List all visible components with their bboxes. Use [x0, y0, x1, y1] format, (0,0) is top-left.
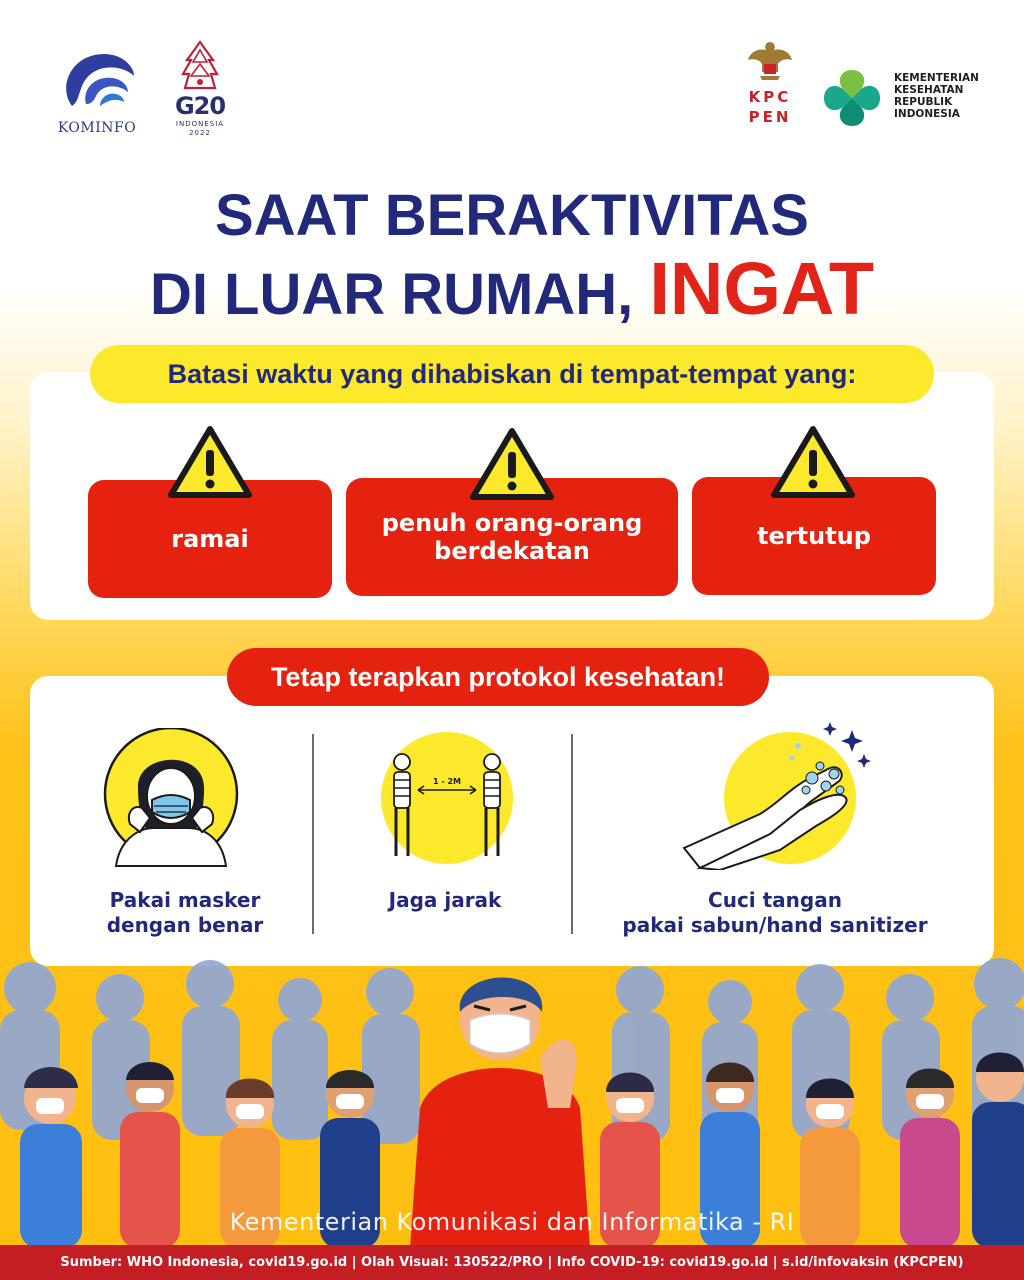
warning-icon	[469, 426, 555, 502]
places-pill: Batasi waktu yang dihabiskan di tempat-tempat yang:	[90, 345, 934, 403]
kpcpen-label-line1: KPC	[748, 88, 792, 106]
crowd-illustration-icon	[0, 948, 1024, 1248]
protocol-label-line: Cuci tangan	[708, 888, 842, 912]
warning-icon	[167, 424, 253, 500]
kominfo-logo	[52, 46, 142, 141]
g20-logo	[165, 40, 235, 140]
distance-label: 1 - 2M	[433, 777, 461, 786]
g20-label: G20	[174, 92, 226, 120]
headline-accent: INGAT	[649, 247, 875, 330]
handwash-illustration-icon	[680, 718, 880, 870]
headline-line2	[0, 246, 1024, 331]
place-label: berdekatan	[434, 537, 590, 565]
place-label: penuh orang-orang	[381, 509, 643, 537]
place-label: tertutup	[757, 522, 871, 550]
place-label: ramai	[171, 525, 249, 553]
g20-year-label: 2022	[189, 129, 211, 137]
headline-line1: SAAT BERAKTIVITAS	[215, 183, 809, 248]
kemenkes-label-line: INDONESIA	[894, 108, 960, 120]
protocol-pill: Tetap terapkan protokol kesehatan!	[227, 648, 769, 706]
kpcpen-logo	[740, 38, 800, 138]
headline-prefix: DI LUAR RUMAH,	[149, 262, 650, 327]
garuda-icon	[740, 38, 800, 84]
distance-illustration-icon	[372, 728, 522, 868]
kemenkes-emblem-icon	[816, 62, 888, 134]
mask-wearing-illustration-icon	[96, 728, 246, 868]
kemenkes-label-line: REPUBLIK	[894, 96, 953, 108]
protocol-divider	[312, 734, 314, 934]
kominfo-emblem-icon	[52, 46, 142, 118]
g20-sub-label: INDONESIA	[175, 120, 225, 128]
kpcpen-label-line2: PEN	[748, 108, 792, 126]
kemenkes-label-line: KEMENTERIAN	[894, 72, 979, 84]
protocol-label-line: dengan benar	[106, 913, 264, 937]
kemenkes-label-line: KESEHATAN	[894, 84, 964, 96]
warning-icon	[770, 424, 856, 500]
kemenkes-logo	[816, 62, 986, 140]
protocol-label-line: pakai sabun/hand sanitizer	[622, 913, 928, 937]
kemenkes-label	[894, 72, 994, 120]
gunungan-icon	[165, 40, 235, 92]
protocol-label-jarak	[320, 888, 570, 913]
footer-source-bar: Sumber: WHO Indonesia, covid19.go.id | Olah Visual: 130522/PRO | Info COVID-19: covid19.go.id | s.id/infovaksin (KPCPEN)	[0, 1245, 1024, 1280]
protocol-label-line: Pakai masker	[109, 888, 261, 912]
protocol-divider	[571, 734, 573, 934]
watermark: Kementerian Komunikasi dan Informatika - RI	[229, 1208, 795, 1236]
protocol-label-cuci	[580, 888, 970, 938]
protocol-label-line: Jaga jarak	[388, 888, 502, 912]
kominfo-label: KOMINFO	[57, 120, 137, 136]
protocol-label-masker	[60, 888, 310, 938]
